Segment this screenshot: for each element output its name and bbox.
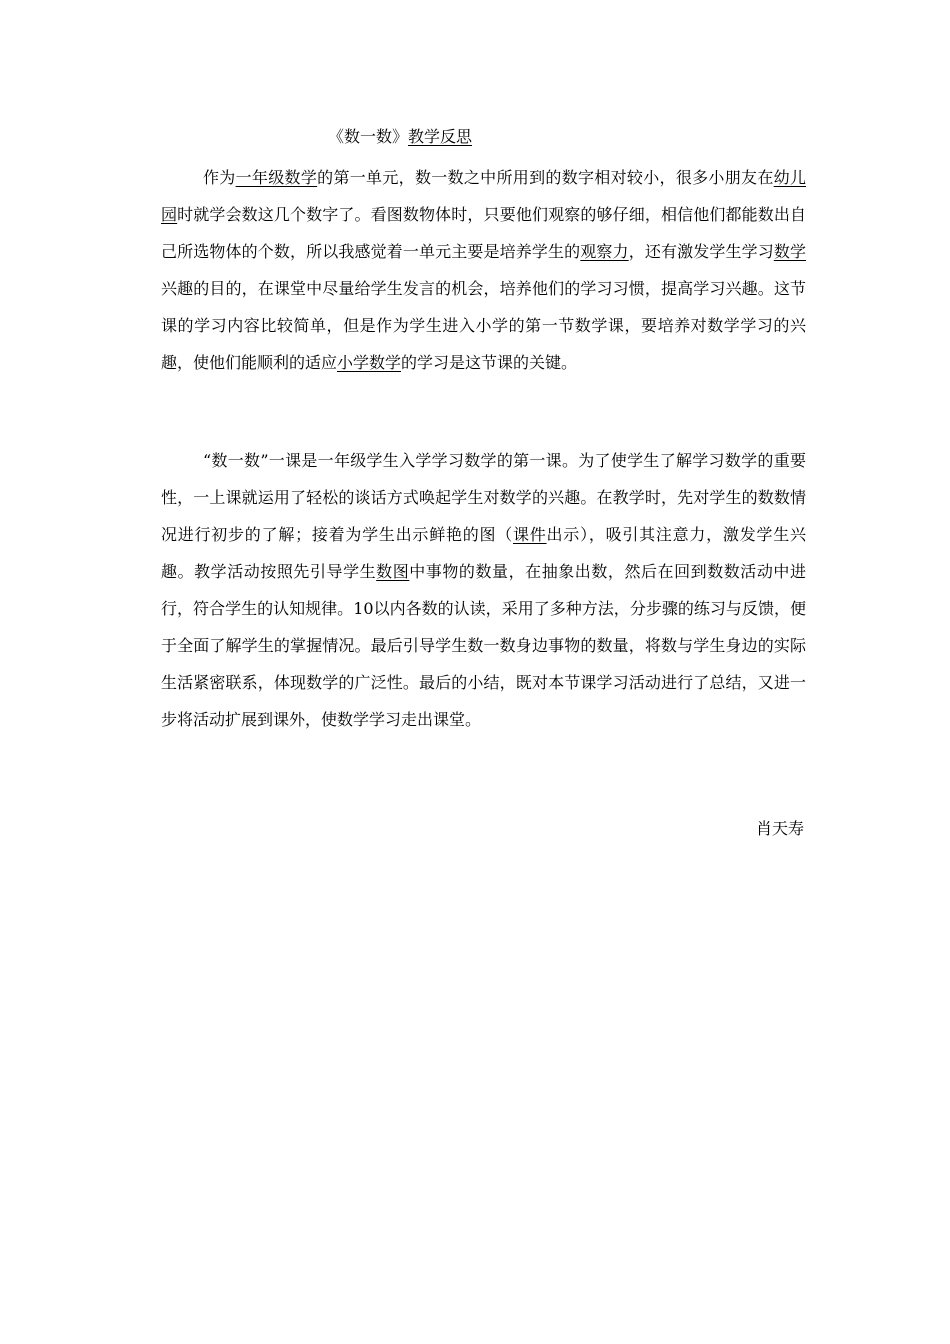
paragraph-1 [161,159,806,381]
paragraph-1-text: 的第一单元，数一数之中所用到的数字相对较小，很多小朋友在 [317,168,774,187]
paragraph-1-text: ，还有激发学生学习 [628,242,774,261]
document-title [328,126,472,148]
link-kindergarten[interactable]: 幼儿园 [161,168,806,224]
paragraph-1-text: 时就学会数这几个数字了。看图数物体时，只要他们观察的够仔细，相信他们都能数出自己所选物体的个数，所以我感觉着一单元主要是培养学生的 [161,205,806,261]
link-observation[interactable]: 观察力 [580,242,629,261]
link-grade-one-math[interactable]: 一年级数学 [235,168,318,187]
title-book-name: 《数一数》 [328,127,409,146]
paragraph-1-text: 兴趣的目的，在课堂中尽量给学生发言的机会，培养他们的学习习惯，提高学习兴趣。这节课的学习内容比较简单，但是作为学生进入小学的第一节数学课，要培养对数学学习的兴趣，使他们能顺利的适应 [161,279,806,372]
paragraph-2-text: 出示），吸引其注意力，激发学生兴趣。教学活动按照先引导学生 [161,525,806,581]
author-name: 肖天寿 [755,819,804,838]
link-courseware[interactable]: 课件 [513,525,547,544]
link-math[interactable]: 数学 [773,242,806,261]
paragraph-1-text: 的学习是这节课的关键。 [401,353,578,372]
link-primary-math[interactable]: 小学数学 [337,353,402,372]
link-count-pictures[interactable]: 数图 [376,562,410,581]
paragraph-2-text: 中事物的数量，在抽象出数，然后在回到数数活动中进行，符合学生的认知规律。10以内各数的认读，采用了多种方法，分步骤的练习与反馈，便于全面了解学生的掌握情况。最后引导学生数一数身边事物的数量，将数与学生身边的实际生活紧密联系，体现数学的广泛性。最后的小结，既对本节课学习活动进行了总结，又进一步将活动扩展到课外，使数学学习走出课堂。 [161,562,806,729]
paragraph-2-text: “数一数”一课是一年级学生入学学习数学的第一课。为了使学生了解学习数学的重要性，一上课就运用了轻松的谈话方式唤起学生对数学的兴趣。在教学时，先对学生的数数情况进行初步的了解；接着为学生出示鲜艳的图（ [161,451,806,544]
title-link-text[interactable]: 教学反思 [408,127,473,146]
paragraph-2 [161,442,806,738]
paragraph-1-text: 作为 [203,168,236,187]
